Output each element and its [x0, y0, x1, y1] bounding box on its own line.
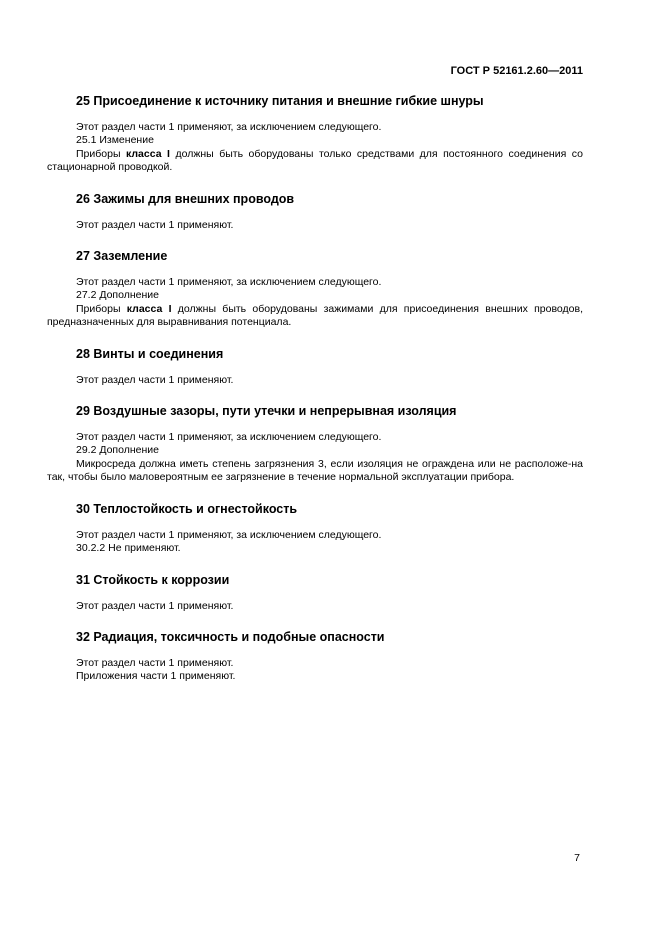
section-25-title: 25 Присоединение к источнику питания и внешние гибкие шнуры [76, 94, 484, 108]
section-31 [47, 572, 583, 613]
section-27-line-1: Этот раздел части 1 применяют, за исключением следующего. [76, 276, 382, 289]
section-29 [47, 403, 583, 485]
section-25-paragraph-pre: Приборы [76, 147, 126, 160]
section-27-paragraph-bold: класса I [126, 302, 172, 315]
document-body [47, 93, 583, 700]
section-25-paragraph [47, 148, 583, 175]
section-25-line-1: Этот раздел части 1 применяют, за исключением следующего. [76, 121, 382, 133]
section-32 [47, 629, 583, 684]
section-27 [47, 248, 583, 330]
section-28-title: 28 Винты и соединения [76, 346, 224, 361]
section-26-title: 26 Зажимы для внешних проводов [76, 191, 295, 206]
page-number: 7 [574, 852, 580, 864]
section-25 [47, 93, 583, 175]
section-26-line-1: Этот раздел части 1 применяют. [76, 218, 234, 231]
section-30-line-1: Этот раздел части 1 применяют, за исключением следующего. [76, 528, 382, 541]
section-29-paragraph: Микросреда должна иметь степень загрязнения 3, если изоляция не ограждена или не расположе-на так, чтобы было маловероятным ее загрязнение в течение нормальной эксплуатации прибора. [47, 457, 583, 484]
section-25-paragraph-post: должны быть оборудованы только средствами для постоянного соединения со стационарной проводкой. [47, 147, 583, 174]
section-27-line-2: 27.2 Дополнение [76, 289, 159, 302]
section-26-body [47, 219, 583, 232]
section-29-title: 29 Воздушные зазоры, пути утечки и непрерывная изоляция [76, 404, 457, 419]
section-32-line-2: Приложения части 1 применяют. [76, 670, 236, 683]
section-30-body [47, 529, 583, 556]
section-29-body [47, 431, 583, 485]
section-32-line-1: Этот раздел части 1 применяют. [76, 656, 234, 669]
section-32-body [47, 657, 583, 684]
section-29-line-2: 29.2 Дополнение [76, 444, 159, 457]
section-28-body [47, 374, 583, 387]
section-25-line-2: 25.1 Изменение [76, 134, 154, 147]
section-27-title: 27 Заземление [76, 249, 168, 264]
section-27-paragraph [47, 303, 583, 330]
document-header: ГОСТ Р 52161.2.60—2011 [450, 65, 583, 77]
section-27-paragraph-post: должны быть оборудованы зажимами для присоединения внешних проводов, предназначенных для выравнивания потенциала. [47, 302, 583, 329]
section-30-title: 30 Теплостойкость и огнестойкость [76, 501, 298, 516]
section-30-line-2: 30.2.2 Не применяют. [76, 542, 181, 555]
section-31-title: 31 Стойкость к коррозии [76, 572, 230, 587]
section-25-paragraph-bold: класса I [126, 147, 170, 160]
section-26 [47, 191, 583, 232]
section-30 [47, 501, 583, 556]
section-31-body [47, 600, 583, 613]
section-29-line-1: Этот раздел части 1 применяют, за исключением следующего. [76, 431, 382, 444]
section-32-title: 32 Радиация, токсичность и подобные опасности [76, 629, 385, 644]
section-31-line-1: Этот раздел части 1 применяют. [76, 599, 234, 612]
section-27-body [47, 276, 583, 330]
section-27-paragraph-pre: Приборы [76, 302, 127, 315]
section-28-line-1: Этот раздел части 1 применяют. [76, 373, 234, 386]
section-28 [47, 346, 583, 387]
section-25-body [47, 121, 583, 175]
